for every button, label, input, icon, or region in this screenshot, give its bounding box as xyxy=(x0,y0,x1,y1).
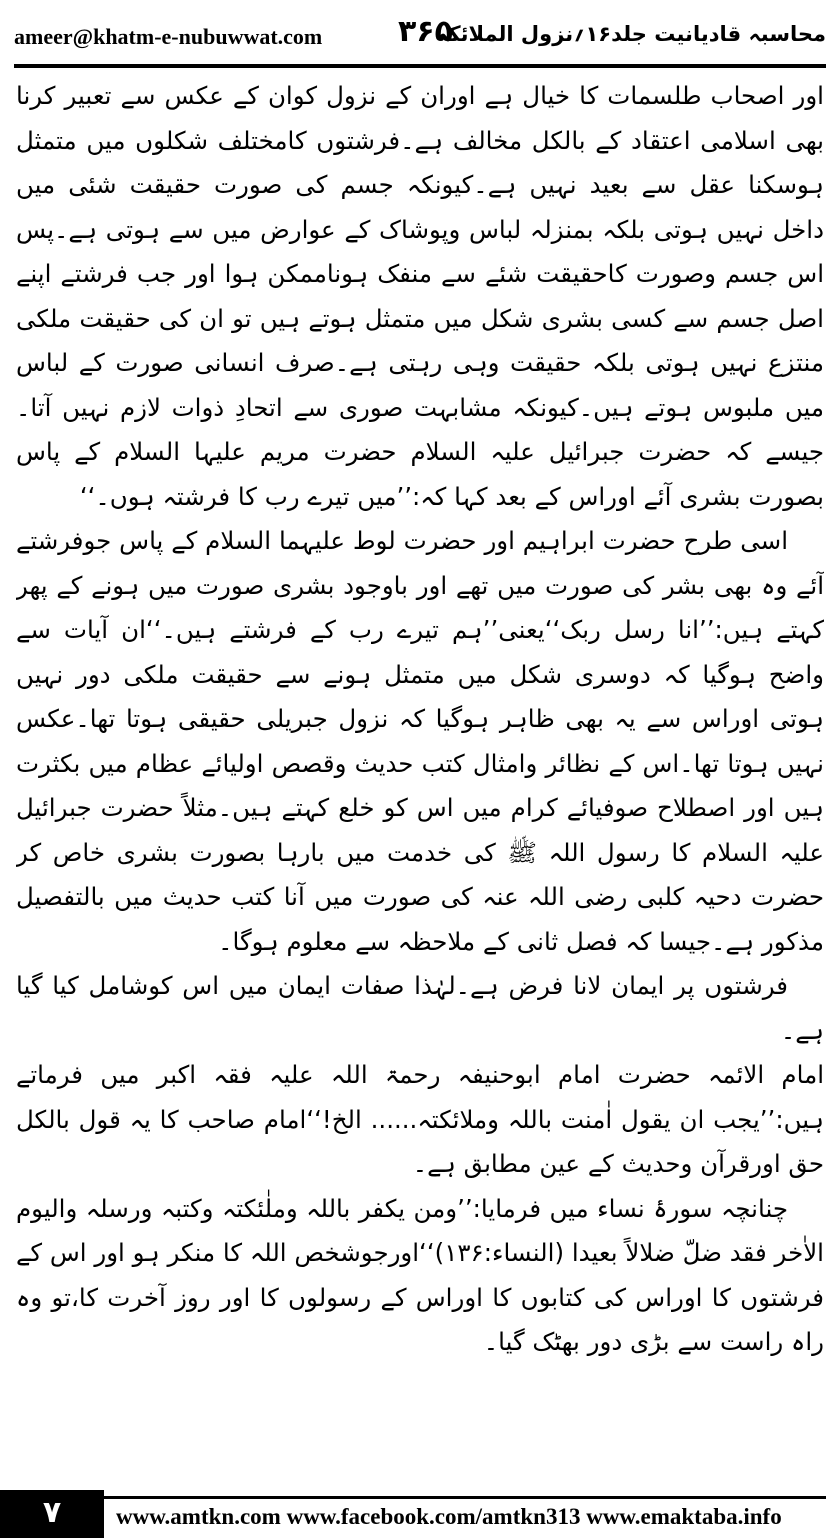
footer-folio: ۷ xyxy=(0,1490,104,1538)
book-title: محاسبہ قادیانیت جلد۱۶؍نزول الملائکہ xyxy=(436,22,826,46)
paragraph-3: فرشتوں پر ایمان لانا فرض ہے۔لہٰذا صفات ایمان میں اس کوشامل کیا گیا ہے۔ xyxy=(16,971,824,1045)
paragraph-4: امام الائمہ حضرت امام ابوحنیفہ رحمۃ اللہ علیہ فقہ اکبر میں فرماتے ہیں:’’یجب ان یقول اٰمنت باللہ وملائکتہ...... الخ!‘‘امام صاحب کا یہ قول بالکل حق اورقرآن وحدیث کے عین مطابق ہے۔ xyxy=(16,1060,824,1178)
page-footer xyxy=(0,1490,840,1540)
header-email[interactable]: ameer@khatm-e-nubuwwat.com xyxy=(14,24,323,49)
paragraph-2: اسی طرح حضرت ابراہیم اور حضرت لوط علیہما السلام کے پاس جوفرشتے آئے وہ بھی بشر کی صورت میں تھے اور باوجود بشری صورت میں ہونے کے پھر کہتے ہیں:’’انا رسل ربک‘‘یعنی’’ہم تیرے رب کے فرشتے ہیں۔‘‘ان آیات سے واضح ہوگیا کہ دوسری شکل میں متمثل ہونے سے حقیقت ملکی دور نہیں ہوتی اوراس سے یہ بھی ظاہر ہوگیا کہ نزول جبریلی حقیقی ہوتا تھا۔عکس نہیں ہوتا تھا۔اس کے نظائر وامثال کتب حدیث وقصص اولیائے عظام میں بکثرت ہیں اور اصطلاح صوفیائے کرام میں اس کو خلع کہتے ہیں۔مثلاً حضرت جبرائیل علیہ السلام کا رسول اللہ ﷺ کی خدمت میں بارہا بصورت بشری خاص کر حضرت دحیہ کلبی رضی اللہ عنہ کی صورت میں آنا کتب حدیث میں بالتفصیل مذکور ہے۔جیسا کہ فصل ثانی کے ملاحظہ سے معلوم ہوگا۔ xyxy=(16,526,824,956)
page-body xyxy=(16,74,824,1458)
header-divider xyxy=(14,64,826,68)
footer-links[interactable]: www.amtkn.com www.facebook.com/amtkn313 www.emaktaba.info xyxy=(116,1504,782,1529)
paragraph-1: اور اصحاب طلسمات کا خیال ہے اوران کے نزول کوان کے عکس سے تعبیر کرنا بھی اسلامی اعتقاد کے بالکل مخالف ہے۔فرشتوں کامختلف شکلوں میں متمثل ہوسکنا عقل سے بعید نہیں ہے۔کیونکہ جسم کی صورت حقیقت شئی میں داخل نہیں ہوتی بلکہ بمنزلہ لباس وپوشاک کے عوارض میں سے ہوتی ہے۔پس اس جسم وصورت کاحقیقت شئے سے منفک ہوناممکن ہوا اور جب فرشتے اپنے اصل جسم سے کسی بشری شکل میں متمثل ہوتے ہیں تو ان کی حقیقت ملکی منتزع نہیں ہوتی بلکہ حقیقت وہی رہتی ہے۔صرف انسانی صورت کے لباس میں ملبوس ہوتے ہیں۔کیونکہ مشابہت صوری سے اتحادِ ذوات لازم نہیں آتا۔جیسے کہ حضرت جبرائیل علیہ السلام حضرت مریم علیہا السلام کے پاس بصورت بشری آئے اوراس کے بعد کہا کہ:’’میں تیرے رب کا فرشتہ ہوں۔‘‘ xyxy=(16,81,824,511)
page-number: ۳۶۵ xyxy=(398,14,453,49)
paragraph-5: چنانچہ سورۂ نساء میں فرمایا:’’ومن یکفر باللہ وملٰئکتہ وکتبہ ورسلہ والیوم الاٰخر فقد ضلّ ضلالاً بعیدا (النساء:۱۳۶)‘‘اورجوشخص اللہ کا منکر ہو اور اس کے فرشتوں کا اوراس کی کتابوں کا اوراس کے رسولوں کا اور روز آخرت کا،تو وہ راہ راست سے بڑی دور بھٹک گیا۔ xyxy=(16,1193,824,1356)
footer-divider xyxy=(104,1496,826,1499)
page-header xyxy=(14,14,826,58)
